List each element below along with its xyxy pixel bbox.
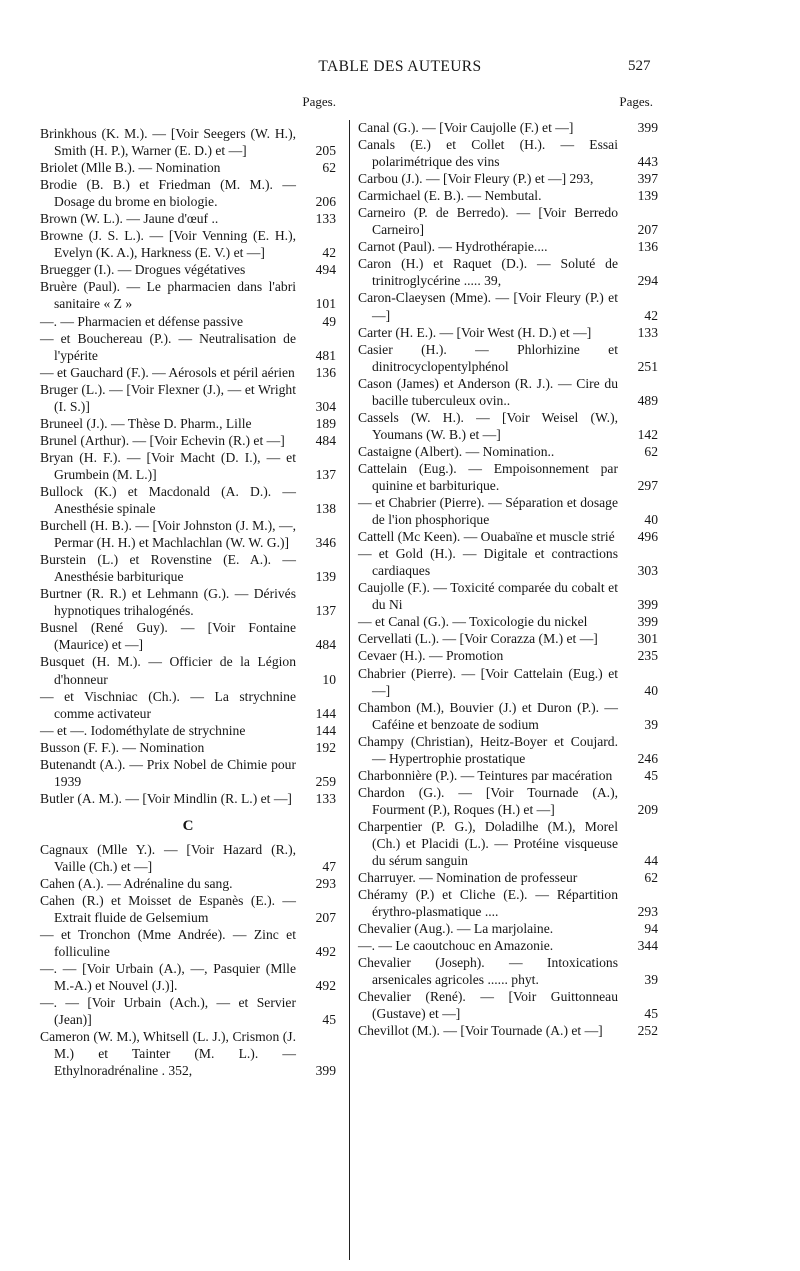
index-entry — [358, 460, 658, 494]
entry-text: Chabrier (Pierre). — [Voir Cattelain (Eug.) et —] — [358, 665, 618, 698]
index-entry — [358, 699, 658, 733]
entry-text: Burchell (H. B.). — [Voir Johnston (J. M.), —, Permar (H. H.) et Machlachlan (W. W. G.)] — [40, 518, 296, 551]
entry-text: Canal (G.). — [Voir Caujolle (F.) et —] — [358, 120, 574, 135]
entry-text: Cahen (A.). — Adrénaline du sang. — [40, 875, 233, 891]
index-entry — [40, 926, 336, 960]
index-entry — [358, 341, 658, 375]
entry-page-number: 144 — [315, 705, 336, 721]
entry-page-number: 133 — [637, 324, 658, 340]
index-entries-c-continued — [358, 119, 658, 1040]
index-entry — [40, 619, 336, 653]
entry-page-number: 94 — [644, 921, 658, 937]
entry-page-number: 101 — [315, 296, 336, 312]
entry-text: Butenandt (A.). — Prix Nobel de Chimie pour 1939 — [40, 756, 296, 789]
entry-text: Carter (H. E.). — [Voir West (H. D.) et —] — [358, 324, 592, 340]
index-entry — [358, 494, 658, 528]
entry-page-number: 294 — [637, 273, 658, 289]
entry-page-number: 139 — [637, 188, 658, 204]
entry-page-number: 443 — [637, 154, 658, 170]
entry-page-number: 293 — [315, 875, 336, 891]
entry-page-number: 137 — [315, 466, 336, 482]
entry-page-number: 246 — [637, 750, 658, 766]
entry-text: Cameron (W. M.), Whitsell (L. J.), Crismon (J. M.) et Tainter (M. L.). — Ethylnoradrénaline . 352, — [40, 1029, 296, 1079]
index-entry — [358, 443, 658, 460]
entry-text: Cervellati (L.). — [Voir Corazza (M.) et —] — [358, 631, 598, 647]
index-entry — [358, 324, 658, 341]
entry-text: — et Tronchon (Mme Andrée). — Zinc et folliculine — [40, 927, 296, 960]
entry-text: Caron-Claeysen (Mme). — [Voir Fleury (P.) et —] — [358, 290, 618, 323]
index-entry — [358, 289, 658, 323]
entry-text: Chardon (G.). — [Voir Tournade (A.), Fourment (P.), Roques (H.) et —] — [358, 784, 618, 817]
entry-text: Browne (J. S. L.). — [Voir Venning (E. H.), Evelyn (K. A.), Harkness (E. V.) et —] — [40, 228, 296, 261]
index-entry — [40, 960, 336, 994]
entry-page-number: 235 — [637, 648, 658, 664]
entry-text: — et Canal (G.). — Toxicologie du nickel — [358, 614, 588, 630]
entry-page-number: 344 — [637, 938, 658, 954]
entry-text: —. — [Voir Urbain (Ach.), — et Servier (Jean)] — [40, 995, 296, 1028]
entry-page-number: 138 — [315, 501, 336, 517]
index-entry — [358, 579, 658, 613]
entry-page-number: 39 — [644, 972, 658, 988]
index-entry — [358, 119, 658, 136]
entry-page-number: 44 — [644, 853, 658, 869]
entry-text: Bryan (H. F.). — [Voir Macht (D. I.), — et Grumbein (M. L.)] — [40, 449, 296, 482]
entry-page-number: 346 — [315, 535, 336, 551]
index-entry — [358, 409, 658, 443]
index-entry — [40, 585, 336, 619]
entry-text: Castaigne (Albert). — Nomination.. — [358, 443, 555, 459]
entry-text: Carbou (J.). — [Voir Fleury (P.) et —] 293, — [358, 171, 594, 187]
entry-text: Chevalier (René). — [Voir Guittonneau (Gustave) et —] — [358, 989, 618, 1022]
index-entry — [40, 756, 336, 790]
section-letter: C — [182, 817, 194, 834]
entry-text: Chevalier (Joseph). — Intoxications arsenicales agricoles ...... phyt. — [358, 955, 618, 988]
entry-page-number: 252 — [637, 1023, 658, 1039]
index-entry — [40, 125, 336, 159]
entry-text: Burstein (L.) et Rovenstine (E. A.). — Anesthésie barbiturique — [40, 552, 296, 585]
index-entry — [40, 381, 336, 415]
entry-text: Bruère (Paul). — Le pharmacien dans l'abri sanitaire « Z » — [40, 279, 296, 312]
entry-page-number: 137 — [315, 603, 336, 619]
index-entry — [358, 630, 658, 647]
entry-text: Carnot (Paul). — Hydrothérapie.... — [358, 239, 548, 255]
index-entry — [358, 187, 658, 204]
index-entry — [358, 886, 658, 920]
index-entry — [40, 432, 336, 449]
entry-text: Brodie (B. B.) et Friedman (M. M.). — Dosage du brome en biologie. — [40, 177, 296, 210]
index-entry — [40, 364, 336, 381]
entry-page-number: 259 — [315, 773, 336, 789]
index-entry — [40, 449, 336, 483]
entry-page-number: 207 — [315, 910, 336, 926]
index-entry — [40, 330, 336, 364]
entry-text: Bruneel (J.). — Thèse D. Pharm., Lille — [40, 415, 252, 431]
entry-text: Casier (H.). — Phlorhizine et dinitrocyclopentylphénol — [358, 341, 618, 374]
entry-page-number: 40 — [644, 682, 658, 698]
index-entry — [358, 136, 658, 170]
entry-text: Charbonnière (P.). — Teintures par macération — [358, 767, 613, 783]
index-entry — [40, 1028, 336, 1079]
entry-page-number: 303 — [637, 563, 658, 579]
entry-page-number: 494 — [315, 262, 336, 278]
entry-text: Butler (A. M.). — [Voir Mindlin (R. L.) et —] — [40, 790, 292, 806]
entry-page-number: 45 — [322, 1012, 336, 1028]
entry-text: Cevaer (H.). — Promotion — [358, 648, 504, 664]
entry-text: Cattell (Mc Keen). — Ouabaïne et muscle strié — [358, 529, 615, 545]
index-entry — [358, 920, 658, 937]
entry-page-number: 192 — [315, 739, 336, 755]
index-entry — [40, 994, 336, 1028]
entry-text: Brown (W. L.). — Jaune d'œuf .. — [40, 211, 219, 227]
index-entries-c — [40, 841, 336, 1080]
index-entry — [358, 545, 658, 579]
entry-page-number: 42 — [322, 245, 336, 261]
entry-page-number: 209 — [637, 801, 658, 817]
entry-text: —. — Le caoutchouc en Amazonie. — [358, 938, 554, 954]
entry-page-number: 492 — [315, 978, 336, 994]
index-entry — [358, 238, 658, 255]
entry-page-number: 49 — [322, 313, 336, 329]
index-entry — [40, 415, 336, 432]
entry-text: Briolet (Mlle B.). — Nomination — [40, 160, 221, 176]
entry-text: Bullock (K.) et Macdonald (A. D.). — Anesthésie spinale — [40, 483, 296, 517]
index-entry — [358, 665, 658, 699]
index-entry — [40, 790, 336, 807]
index-entry — [40, 739, 336, 756]
entry-page-number: 293 — [637, 904, 658, 920]
index-entries-b — [40, 125, 336, 807]
right-column — [358, 95, 658, 1040]
entry-page-number: 489 — [637, 392, 658, 408]
entry-page-number: 136 — [315, 364, 336, 380]
entry-text: Brunel (Arthur). — [Voir Echevin (R.) et —] — [40, 432, 285, 448]
entry-text: — et Gauchard (F.). — Aérosols et péril aérien — [40, 364, 295, 380]
index-entry — [358, 255, 658, 289]
entry-page-number: 10 — [322, 671, 336, 687]
entry-page-number: 45 — [644, 767, 658, 783]
entry-page-number: 397 — [637, 171, 658, 187]
entry-page-number: 297 — [637, 477, 658, 493]
entry-page-number: 144 — [315, 722, 336, 738]
entry-text: Champy (Christian), Heitz-Boyer et Coujard. — Hypertrophie prostatique — [358, 733, 618, 766]
entry-page-number: 492 — [315, 944, 336, 960]
entry-text: — et —. Iodométhylate de strychnine — [40, 722, 246, 738]
entry-page-number: 481 — [315, 347, 336, 363]
entry-page-number: 40 — [644, 512, 658, 528]
index-entry — [358, 869, 658, 886]
index-entry — [40, 841, 336, 875]
page-header-title: TABLE DES AUTEURS — [318, 58, 482, 75]
entry-text: Charruyer. — Nomination de professeur — [358, 870, 578, 886]
entry-text: Chevillot (M.). — [Voir Tournade (A.) et —] — [358, 1023, 603, 1039]
entry-text: Caron (H.) et Raquet (D.). — Soluté de trinitroglycérine ..... 39, — [358, 256, 618, 289]
entry-text: Cason (James) et Anderson (R. J.). — Cire du bacille tuberculeux ovin.. — [358, 375, 618, 408]
entry-text: — et Vischniac (Ch.). — La strychnine comme activateur — [40, 688, 296, 721]
entry-page-number: 189 — [315, 415, 336, 431]
entry-text: Carneiro (P. de Berredo). — [Voir Berredo Carneiro] — [358, 205, 618, 238]
index-entry — [40, 653, 336, 687]
index-entry — [358, 528, 658, 545]
entry-page-number: 484 — [315, 432, 336, 448]
index-entry — [40, 176, 336, 210]
index-entry — [40, 227, 336, 261]
index-entry — [40, 875, 336, 892]
pages-column-label: Pages. — [619, 94, 653, 109]
entry-text: Burtner (R. R.) et Lehmann (G.). — Dérivés hypnotiques trihalogénés. — [40, 586, 296, 619]
entry-page-number: 42 — [644, 307, 658, 323]
entry-text: Bruger (L.). — [Voir Flexner (J.), — et Wright (I. S.)] — [40, 381, 296, 414]
left-column — [40, 95, 336, 1080]
pages-column-label: Pages. — [302, 94, 336, 109]
index-entry — [358, 937, 658, 954]
index-entry — [358, 1022, 658, 1039]
index-entry — [40, 159, 336, 176]
entry-page-number: 142 — [637, 426, 658, 442]
entry-page-number: 205 — [315, 143, 336, 159]
entry-text: Chambon (M.), Bouvier (J.) et Duron (P.). — Caféine et benzoate de sodium — [358, 699, 618, 732]
entry-text: Bruegger (I.). — Drogues végétatives — [40, 262, 246, 278]
entry-text: —. — Pharmacien et défense passive — [40, 313, 244, 329]
entry-text: Busson (F. F.). — Nomination — [40, 739, 205, 755]
entry-page-number: 133 — [315, 790, 336, 806]
entry-page-number: 304 — [315, 398, 336, 414]
entry-text: — et Bouchereau (P.). — Neutralisation de l'ypérite — [40, 330, 296, 363]
index-entry — [358, 767, 658, 784]
index-entry — [358, 818, 658, 869]
entry-text: Busnel (René Guy). — [Voir Fontaine (Maurice) et —] — [40, 620, 296, 653]
entry-page-number: 47 — [322, 858, 336, 874]
index-entry — [358, 204, 658, 238]
entry-text: —. — [Voir Urbain (A.), —, Pasquier (Mlle M.-A.) et Nouvel (J.)]. — [40, 961, 296, 994]
entry-text: Charpentier (P. G.), Doladilhe (M.), Morel (Ch.) et Placidi (L.). — Protéine visqueuse du sérum sanguin — [358, 818, 618, 869]
entry-page-number: 496 — [637, 529, 658, 545]
entry-text: — et Chabrier (Pierre). — Séparation et dosage de l'ion phosphorique — [358, 495, 618, 528]
entry-page-number: 251 — [637, 358, 658, 374]
index-entry — [358, 954, 658, 988]
entry-page-number: 484 — [315, 637, 336, 653]
index-entry — [40, 278, 336, 312]
entry-page-number: 399 — [637, 120, 658, 135]
entry-page-number: 62 — [322, 160, 336, 176]
entry-page-number: 301 — [637, 631, 658, 647]
index-entry — [358, 613, 658, 630]
column-divider — [349, 120, 350, 1260]
entry-page-number: 136 — [637, 239, 658, 255]
entry-text: Caujolle (F.). — Toxicité comparée du cobalt et du Ni — [358, 580, 618, 613]
entry-text: Chéramy (P.) et Cliche (E.). — Répartition érythro-plasmatique .... — [358, 887, 618, 920]
page-number: 527 — [628, 58, 651, 74]
index-entry — [358, 988, 658, 1022]
entry-page-number: 139 — [315, 569, 336, 585]
entry-text: Cagnaux (Mlle Y.). — [Voir Hazard (R.), Vaille (Ch.) et —] — [40, 841, 296, 874]
index-entry — [40, 483, 336, 517]
entry-page-number: 62 — [644, 870, 658, 886]
index-entry — [358, 784, 658, 818]
entry-text: Cattelain (Eug.). — Empoisonnement par quinine et barbiturique. — [358, 460, 618, 493]
index-entry — [40, 722, 336, 739]
entry-page-number: 399 — [637, 597, 658, 613]
index-entry — [358, 170, 658, 187]
entry-text: Busquet (H. M.). — Officier de la Légion d'honneur — [40, 654, 296, 687]
index-entry — [358, 375, 658, 409]
index-entry — [40, 688, 336, 722]
entry-text: Cahen (R.) et Moisset de Espanès (E.). — Extrait fluide de Gelsemium — [40, 893, 296, 926]
entry-text: Cassels (W. H.). — [Voir Weisel (W.), Youmans (W. B.) et —] — [358, 409, 618, 442]
entry-page-number: 399 — [637, 614, 658, 630]
entry-text: Brinkhous (K. M.). — [Voir Seegers (W. H.), Smith (H. P.), Warner (E. D.) et —] — [40, 126, 296, 159]
index-entry — [40, 517, 336, 551]
entry-page-number: 399 — [315, 1063, 336, 1079]
entry-text: — et Gold (H.). — Digitale et contractions cardiaques — [358, 546, 618, 579]
index-entry — [40, 313, 336, 330]
entry-page-number: 207 — [637, 222, 658, 238]
entry-page-number: 39 — [644, 716, 658, 732]
index-entry — [40, 261, 336, 278]
index-entry — [40, 210, 336, 227]
entry-text: Canals (E.) et Collet (H.). — Essai polarimétrique des vins — [358, 137, 618, 170]
index-entry — [40, 892, 336, 926]
index-entry — [358, 647, 658, 664]
entry-page-number: 62 — [644, 443, 658, 459]
index-entry — [358, 733, 658, 767]
index-entry — [40, 551, 336, 585]
entry-text: Carmichael (E. B.). — Nembutal. — [358, 188, 542, 204]
entry-page-number: 133 — [315, 211, 336, 227]
entry-page-number: 45 — [644, 1006, 658, 1022]
entry-page-number: 206 — [315, 194, 336, 210]
entry-text: Chevalier (Aug.). — La marjolaine. — [358, 921, 554, 937]
